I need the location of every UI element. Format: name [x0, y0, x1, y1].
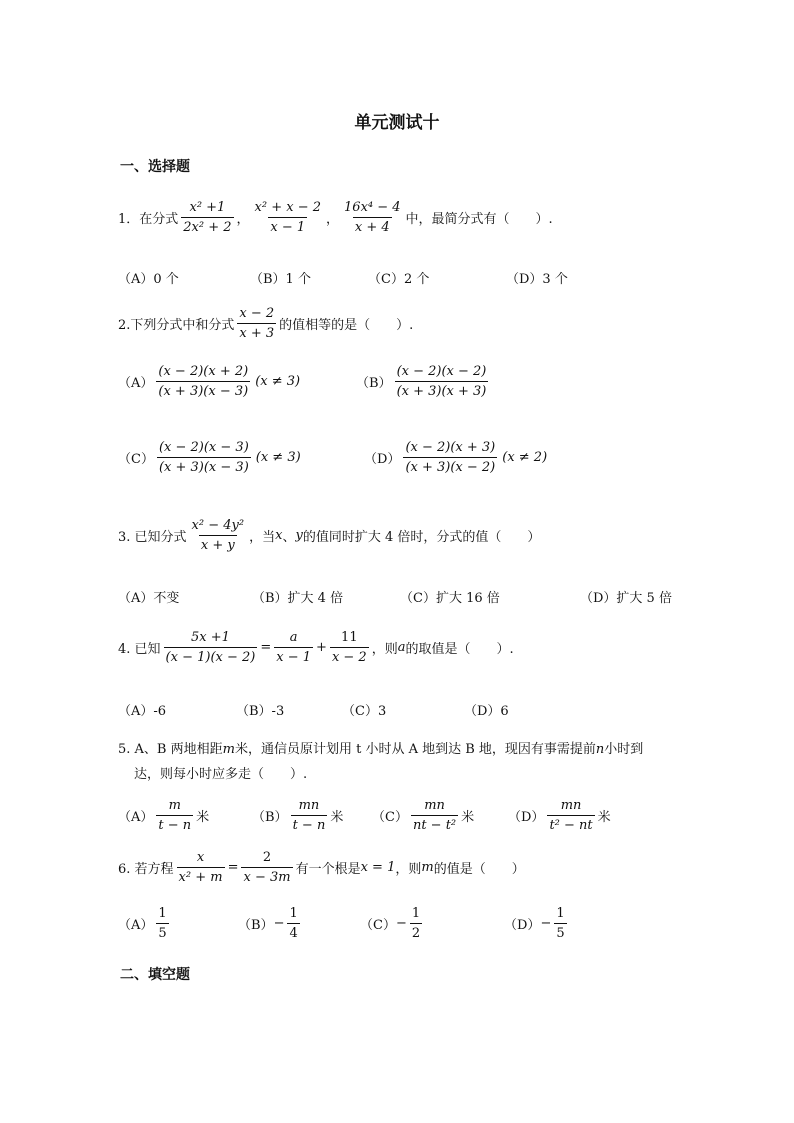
q1-option-d: （D）3 个 — [506, 272, 568, 287]
q5-b-fraction — [291, 798, 328, 833]
q2-d-condition: (x ≠ 2) — [502, 450, 548, 465]
q2-d-fraction — [403, 440, 497, 475]
question-5-line-1 — [118, 738, 643, 757]
q2-option-c — [118, 440, 301, 475]
q4-equals: = — [260, 640, 272, 655]
q2-denominator: x + 3 — [237, 323, 276, 341]
q6-lhs-denominator: x² + m — [177, 867, 225, 885]
q3-option-c: （C）扩大 16 倍 — [400, 591, 500, 606]
q6-d-fraction — [554, 906, 566, 941]
q5-var-n: n — [595, 742, 605, 757]
q6-label-d: （D） — [504, 918, 541, 933]
q6-prefix: 6. 若方程 — [118, 862, 174, 877]
q3-fraction — [190, 518, 247, 553]
q5-option-b — [252, 798, 343, 833]
q5-a-fraction — [156, 798, 193, 833]
q6-var-m: m — [421, 860, 434, 875]
q3-sep: 、 — [282, 530, 296, 545]
q2-option-a — [118, 364, 300, 399]
q4-var-a: a — [397, 640, 406, 655]
q5-option-c — [372, 798, 474, 833]
q1-suffix: 中，最简分式有（ ）. — [405, 212, 553, 227]
question-4-stem — [118, 630, 514, 665]
q6-option-a — [118, 906, 172, 941]
q1-f2-denominator: x − 1 — [268, 217, 307, 235]
q4-option-d: （D）6 — [464, 704, 509, 719]
q6-sign-b: − — [273, 916, 285, 931]
q4-option-b: （B）-3 — [236, 704, 285, 719]
q5-var-m: m — [222, 742, 235, 757]
q3-option-a: （A）不变 — [118, 591, 180, 606]
q6-c-fraction — [410, 906, 422, 941]
q6-b-fraction — [287, 906, 299, 941]
q1-f1-denominator: 2x² + 2 — [181, 217, 233, 235]
q2-prefix: 2.下列分式中和分式 — [118, 318, 235, 333]
q4-r1-numerator: a — [289, 630, 298, 645]
section-heading-fill: 二、填空题 — [120, 967, 190, 983]
q6-sign-c: − — [395, 916, 407, 931]
q1-comma: ， — [236, 212, 250, 227]
q4-suffix-2: 的取值是（ ）. — [405, 642, 514, 657]
q5-line1-c: 小时到 — [604, 742, 644, 757]
q6-a-denominator: 5 — [156, 923, 168, 941]
q2-d-denominator: (x + 3)(x − 2) — [403, 457, 497, 475]
q6-mid: 有一个根是 — [295, 862, 361, 877]
q6-label-a: （A） — [118, 918, 154, 933]
q2-label-a: （A） — [118, 376, 154, 391]
q5-label-b: （B） — [252, 810, 288, 825]
q5-c-denominator: nt − t² — [411, 815, 458, 833]
q2-c-condition: (x ≠ 3) — [255, 450, 301, 465]
q6-root: x = 1 — [360, 860, 396, 875]
q1-f2-numerator: x² + x − 2 — [254, 200, 322, 215]
q6-d-numerator: 1 — [556, 906, 565, 921]
q2-b-numerator: (x − 2)(x − 2) — [396, 364, 487, 379]
q2-b-fraction — [395, 364, 489, 399]
q3-denominator: x + y — [199, 535, 237, 553]
q5-d-numerator: mn — [560, 798, 582, 813]
q4-r2-fraction — [330, 630, 369, 665]
q5-a-unit: 米 — [196, 810, 210, 825]
q5-line1-a: 5. A、B 两地相距 — [118, 742, 223, 757]
q1-comma: ， — [326, 212, 340, 227]
q6-option-c — [360, 906, 425, 941]
q1-fraction-1 — [181, 200, 233, 235]
question-3-stem — [118, 518, 540, 553]
q2-fraction — [237, 306, 276, 341]
q4-option-c: （C）3 — [342, 704, 387, 719]
q4-r2-numerator: 11 — [341, 630, 358, 645]
question-1-stem — [118, 200, 553, 235]
q2-option-d — [364, 440, 547, 475]
q5-d-unit: 米 — [597, 810, 611, 825]
q1-fraction-2 — [253, 200, 323, 235]
q1-fraction-3 — [342, 200, 403, 235]
q5-b-unit: 米 — [330, 810, 344, 825]
q6-rhs-numerator: 2 — [262, 850, 272, 865]
q6-a-numerator: 1 — [158, 906, 167, 921]
q3-prefix: 3. 已知分式 — [118, 530, 187, 545]
q1-f1-numerator: x² +1 — [189, 200, 226, 215]
q4-r2-denominator: x − 2 — [330, 647, 369, 665]
page-title: 单元测试十 — [354, 113, 440, 133]
q5-label-a: （A） — [118, 810, 154, 825]
q6-a-fraction — [156, 906, 168, 941]
q2-a-condition: (x ≠ 3) — [255, 374, 301, 389]
q4-prefix: 4. 已知 — [118, 642, 161, 657]
q6-label-b: （B） — [238, 918, 274, 933]
q4-suffix-1: ，则 — [371, 642, 398, 657]
q2-label-b: （B） — [356, 376, 392, 391]
q5-d-fraction — [547, 798, 594, 833]
q1-prefix: 1．在分式 — [118, 212, 179, 227]
q3-option-b: （B）扩大 4 倍 — [252, 591, 344, 606]
q2-numerator: x − 2 — [239, 306, 275, 321]
q2-label-c: （C） — [118, 452, 154, 467]
q3-numerator: x² − 4y² — [191, 518, 245, 533]
q6-equals: = — [227, 860, 239, 875]
q3-option-d: （D）扩大 5 倍 — [580, 591, 672, 606]
q2-suffix: 的值相等的是（ ）. — [279, 318, 414, 333]
q5-line1-b: 米，通信员原计划用 t 小时从 A 地到达 B 地，现因有事需提前 — [234, 742, 596, 757]
q6-label-c: （C） — [360, 918, 396, 933]
q6-rhs-denominator: x − 3m — [241, 867, 292, 885]
q1-f3-numerator: 16x⁴ − 4 — [344, 200, 401, 215]
q6-b-numerator: 1 — [289, 906, 298, 921]
q2-a-fraction — [156, 364, 250, 399]
q4-plus: + — [316, 640, 327, 655]
q5-c-numerator: mn — [424, 798, 445, 813]
q4-lhs-numerator: 5x +1 — [191, 630, 230, 645]
q6-sign-d: − — [540, 916, 552, 931]
q6-b-denominator: 4 — [287, 923, 299, 941]
question-2-stem — [118, 306, 413, 341]
q5-option-d — [508, 798, 611, 833]
q3-var-x: x — [275, 528, 283, 543]
q5-a-denominator: t − n — [156, 815, 193, 833]
q5-d-denominator: t² − nt — [547, 815, 594, 833]
q5-label-d: （D） — [508, 810, 545, 825]
q1-option-a: （A）0 个 — [118, 272, 179, 287]
q3-mid: ，当 — [249, 530, 276, 545]
q5-c-unit: 米 — [461, 810, 475, 825]
q2-b-denominator: (x + 3)(x + 3) — [395, 381, 489, 399]
q5-b-numerator: mn — [298, 798, 320, 813]
q6-d-denominator: 5 — [554, 923, 566, 941]
q6-c-numerator: 1 — [411, 906, 421, 921]
q4-lhs-fraction — [164, 630, 258, 665]
q5-label-c: （C） — [372, 810, 408, 825]
q2-c-denominator: (x + 3)(x − 3) — [157, 457, 251, 475]
q5-option-a — [118, 798, 209, 833]
q2-option-b — [356, 364, 491, 399]
q2-a-numerator: (x − 2)(x + 2) — [158, 364, 249, 379]
q4-lhs-denominator: (x − 1)(x − 2) — [164, 647, 258, 665]
q6-option-d — [504, 906, 570, 941]
q5-c-fraction — [411, 798, 458, 833]
q6-c-denominator: 2 — [410, 923, 422, 941]
q2-d-numerator: (x − 2)(x + 3) — [405, 440, 496, 455]
q6-lhs-fraction — [177, 850, 225, 885]
q6-rhs-fraction — [241, 850, 292, 885]
q2-a-denominator: (x + 3)(x − 3) — [156, 381, 250, 399]
q2-c-numerator: (x − 2)(x − 3) — [158, 440, 249, 455]
question-6-stem — [118, 850, 525, 885]
q6-lhs-numerator: x — [196, 850, 205, 865]
q6-option-b — [238, 906, 303, 941]
q5-a-numerator: m — [168, 798, 181, 813]
q4-r1-denominator: x − 1 — [274, 647, 313, 665]
q6-mid-2: ，则 — [395, 862, 422, 877]
q3-var-y: y — [295, 528, 303, 543]
q4-r1-fraction — [274, 630, 313, 665]
q4-option-a: （A）-6 — [118, 704, 167, 719]
q5-b-denominator: t − n — [291, 815, 328, 833]
q1-option-c: （C）2 个 — [368, 272, 430, 287]
section-heading-choice: 一、选择题 — [120, 159, 190, 175]
q2-c-fraction — [157, 440, 251, 475]
q3-suffix: 的值同时扩大 4 倍时，分式的值（ ） — [302, 530, 541, 545]
question-5-line-2: 达，则每小时应多走（ ）. — [134, 767, 308, 782]
q1-f3-denominator: x + 4 — [353, 217, 392, 235]
q2-label-d: （D） — [364, 452, 401, 467]
q6-suffix: 的值是（ ） — [433, 862, 525, 877]
q1-option-b: （B）1 个 — [250, 272, 311, 287]
